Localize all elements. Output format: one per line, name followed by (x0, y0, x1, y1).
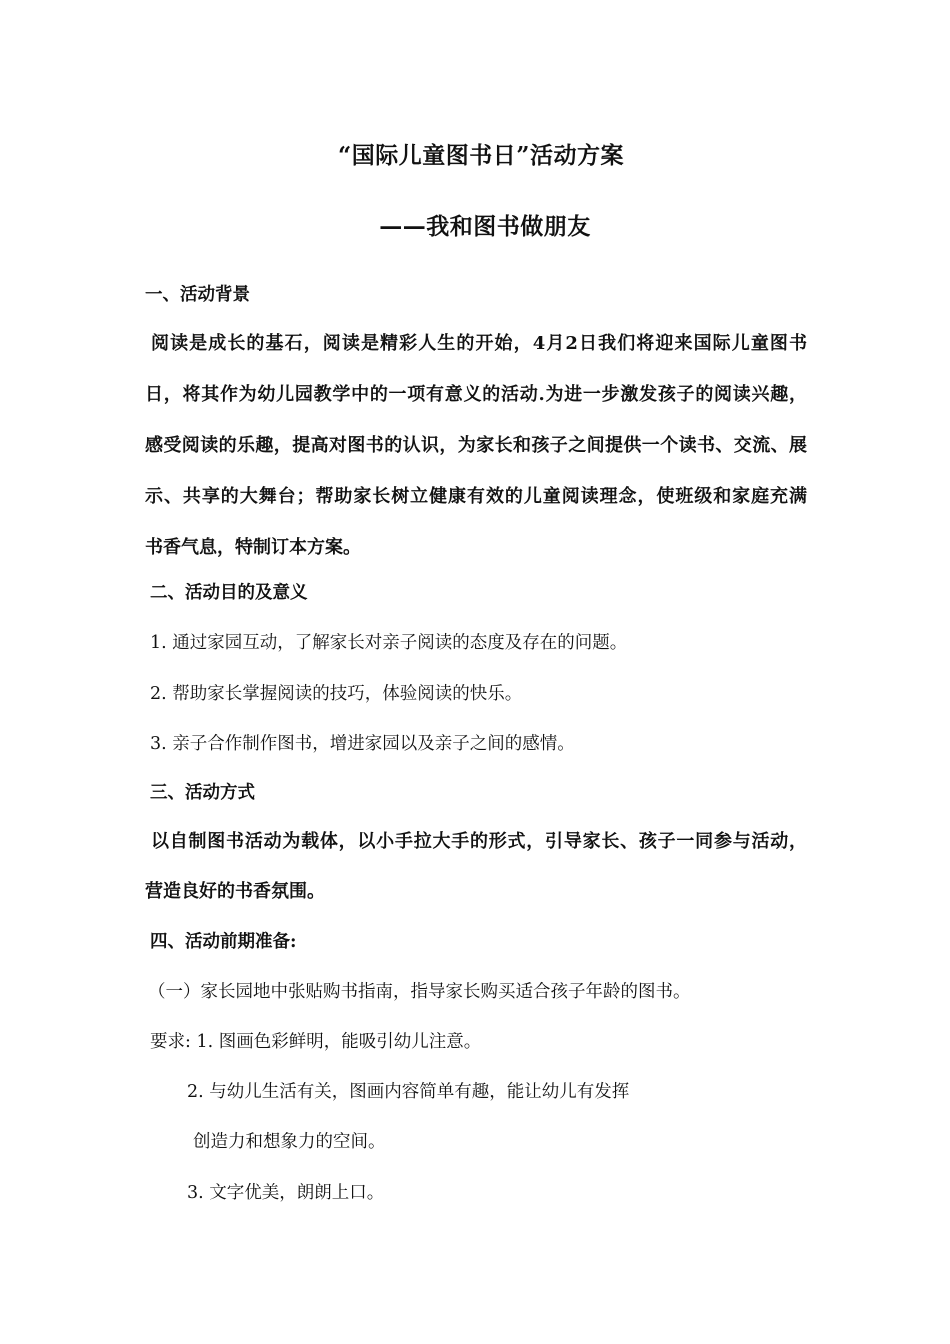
list-item: 2. 帮助家长掌握阅读的技巧，体验阅读的快乐。 (150, 684, 523, 704)
requirement-line: 2. 与幼儿生活有关，图画内容简单有趣，能让幼儿有发挥 (187, 1082, 630, 1102)
requirement-line: 要求: 1. 图画色彩鲜明，能吸引幼儿注意。 (150, 1032, 482, 1052)
paragraph-line: 以自制图书活动为载体，以小手拉大手的形式，引导家长、孩子一同参与活动， (151, 831, 807, 852)
paragraph-line: 阅读是成长的基石，阅读是精彩人生的开始，4月2日我们将迎来国际儿童图书 (151, 333, 807, 354)
list-item: （一）家长园地中张贴购书指南，指导家长购买适合孩子年龄的图书。 (148, 982, 691, 1002)
paragraph-line: 营造良好的书香氛围。 (145, 881, 325, 902)
paragraph-line: 书香气息，特制订本方案。 (145, 537, 361, 558)
section-heading-preparation: 四、活动前期准备: (150, 932, 297, 952)
section-heading-background: 一、活动背景 (145, 285, 250, 305)
requirement-line: 3. 文字优美，朗朗上口。 (187, 1183, 385, 1203)
document-subtitle: ——我和图书做朋友 (379, 213, 591, 240)
paragraph-line: 日，将其作为幼儿园教学中的一项有意义的活动.为进一步激发孩子的阅读兴趣， (145, 384, 807, 405)
list-item: 3. 亲子合作制作图书，增进家园以及亲子之间的感情。 (150, 734, 575, 754)
paragraph-line: 感受阅读的乐趣，提高对图书的认识，为家长和孩子之间提供一个读书、交流、展 (145, 435, 807, 456)
document-title: “国际儿童图书日”活动方案 (338, 142, 624, 169)
paragraph-line: 示、共享的大舞台；帮助家长树立健康有效的儿童阅读理念，使班级和家庭充满 (145, 486, 807, 507)
requirement-line: 创造力和想象力的空间。 (193, 1132, 386, 1152)
list-item: 1. 通过家园互动，了解家长对亲子阅读的态度及存在的问题。 (150, 633, 628, 653)
section-heading-method: 三、活动方式 (150, 783, 255, 803)
section-heading-purpose: 二、活动目的及意义 (150, 583, 308, 603)
